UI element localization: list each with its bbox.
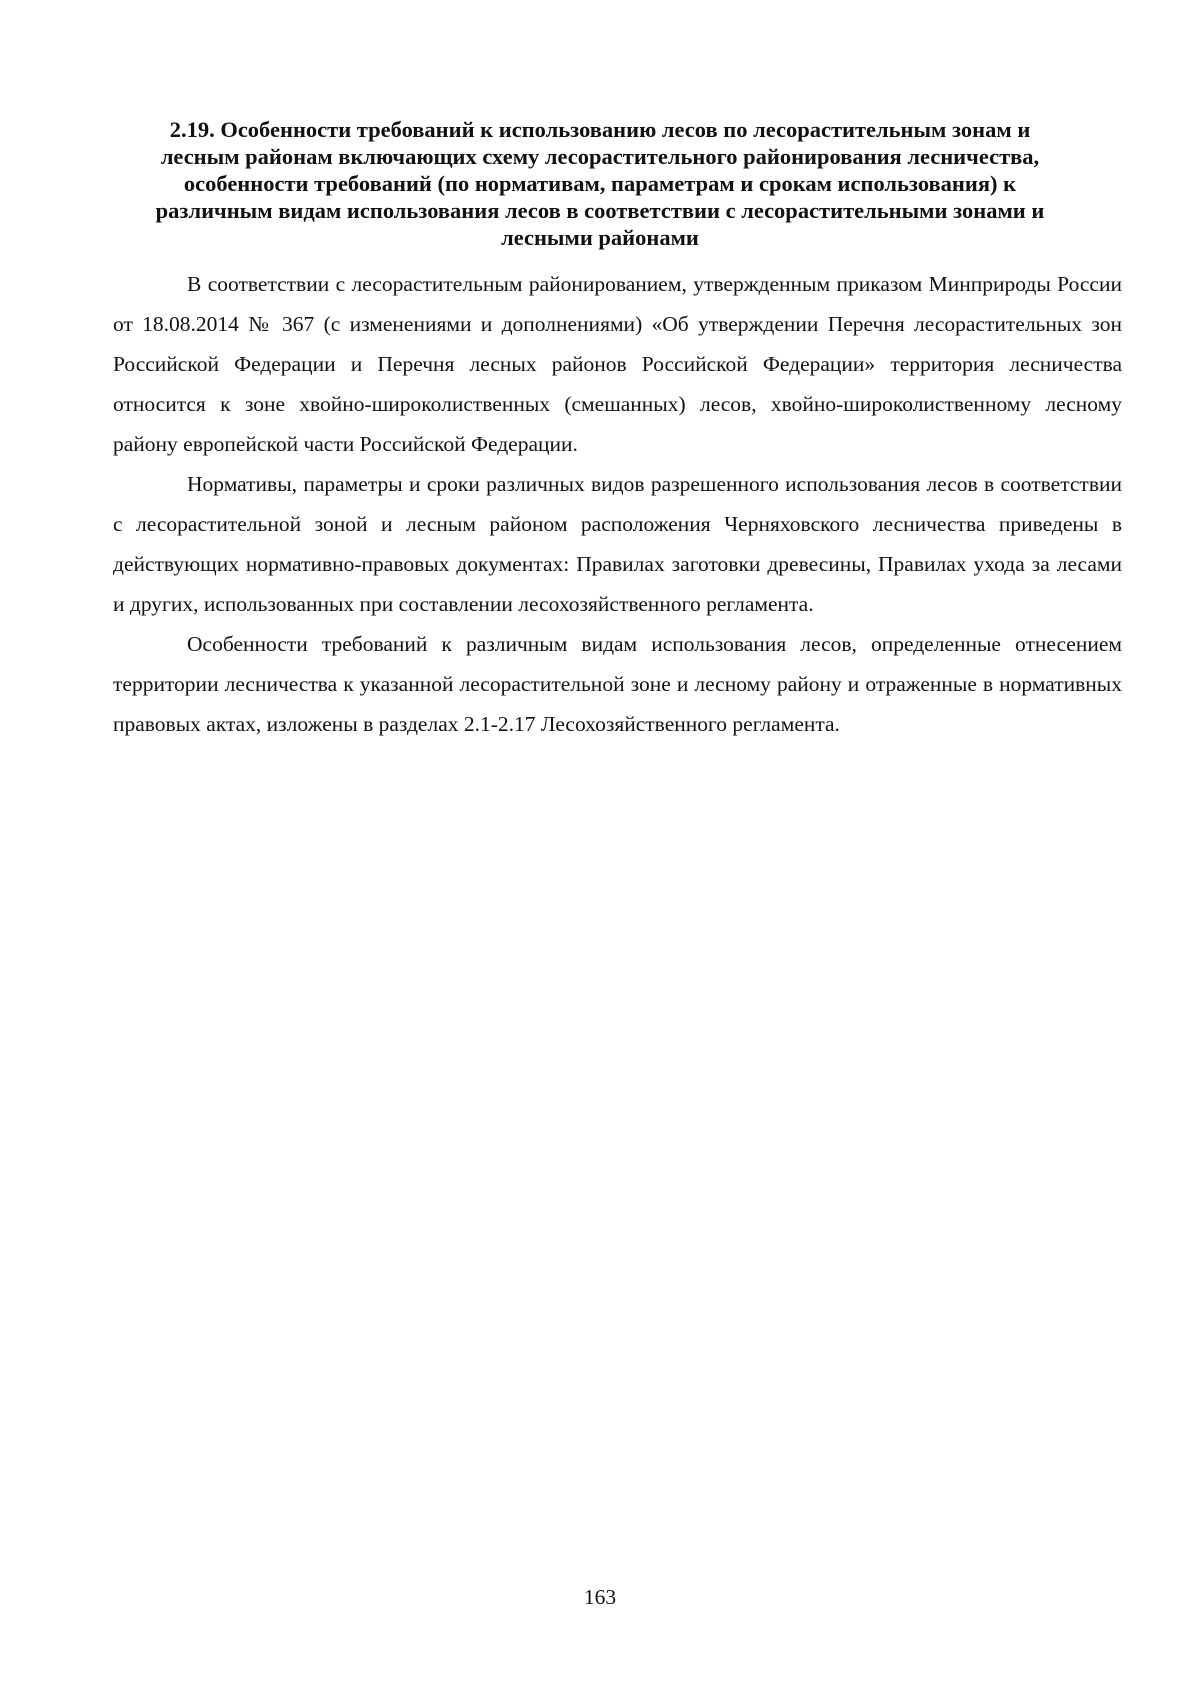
heading-line-3: особенности требований (по нормативам, параметрам и срокам использования) к <box>183 171 1017 196</box>
body-text <box>113 264 1122 744</box>
page-number: 163 <box>583 1585 617 1609</box>
heading-line-2: лесным районам включающих схему лесорастительного районирования лесничества, <box>160 144 1040 169</box>
paragraph-norms: Нормативы, параметры и сроки различных видов разрешенного использования лесов в соответствии с лесорастительной зоной и лесным районом расположения Черняховского лесничества приведены в действующих нормативно-правовых документах: Правилах заготовки древесины, Правилах ухода за лесами и других, использованных при составлении лесохозяйственного регламента. <box>113 472 1122 616</box>
paragraph-requirements: Особенности требований к различным видам использования лесов, определенные отнесением территории лесничества к указанной лесорастительной зоне и лесному району и отраженные в нормативных правовых актах, изложены в разделах 2.1-2.17 Лесохозяйственного регламента. <box>113 632 1122 736</box>
heading-line-5: лесными районами <box>501 225 699 250</box>
section-heading <box>130 116 1070 251</box>
paragraph-zoning: В соответствии с лесорастительным районированием, утвержденным приказом Минприроды России от 18.08.2014 № 367 (с изменениями и дополнениями) «Об утверждении Перечня лесорастительных зон Российской Федерации и Перечня лесных районов Российской Федерации» территория лесничества относится к зоне хвойно-широколиственных (смешанных) лесов, хвойно-широколиственному лесному району европейской части Российской Федерации. <box>113 272 1122 456</box>
heading-line-4: различным видам использования лесов в соответствии с лесорастительными зонами и <box>155 198 1045 223</box>
heading-line-1: 2.19. Особенности требований к использованию лесов по лесорастительным зонам и <box>169 117 1031 142</box>
